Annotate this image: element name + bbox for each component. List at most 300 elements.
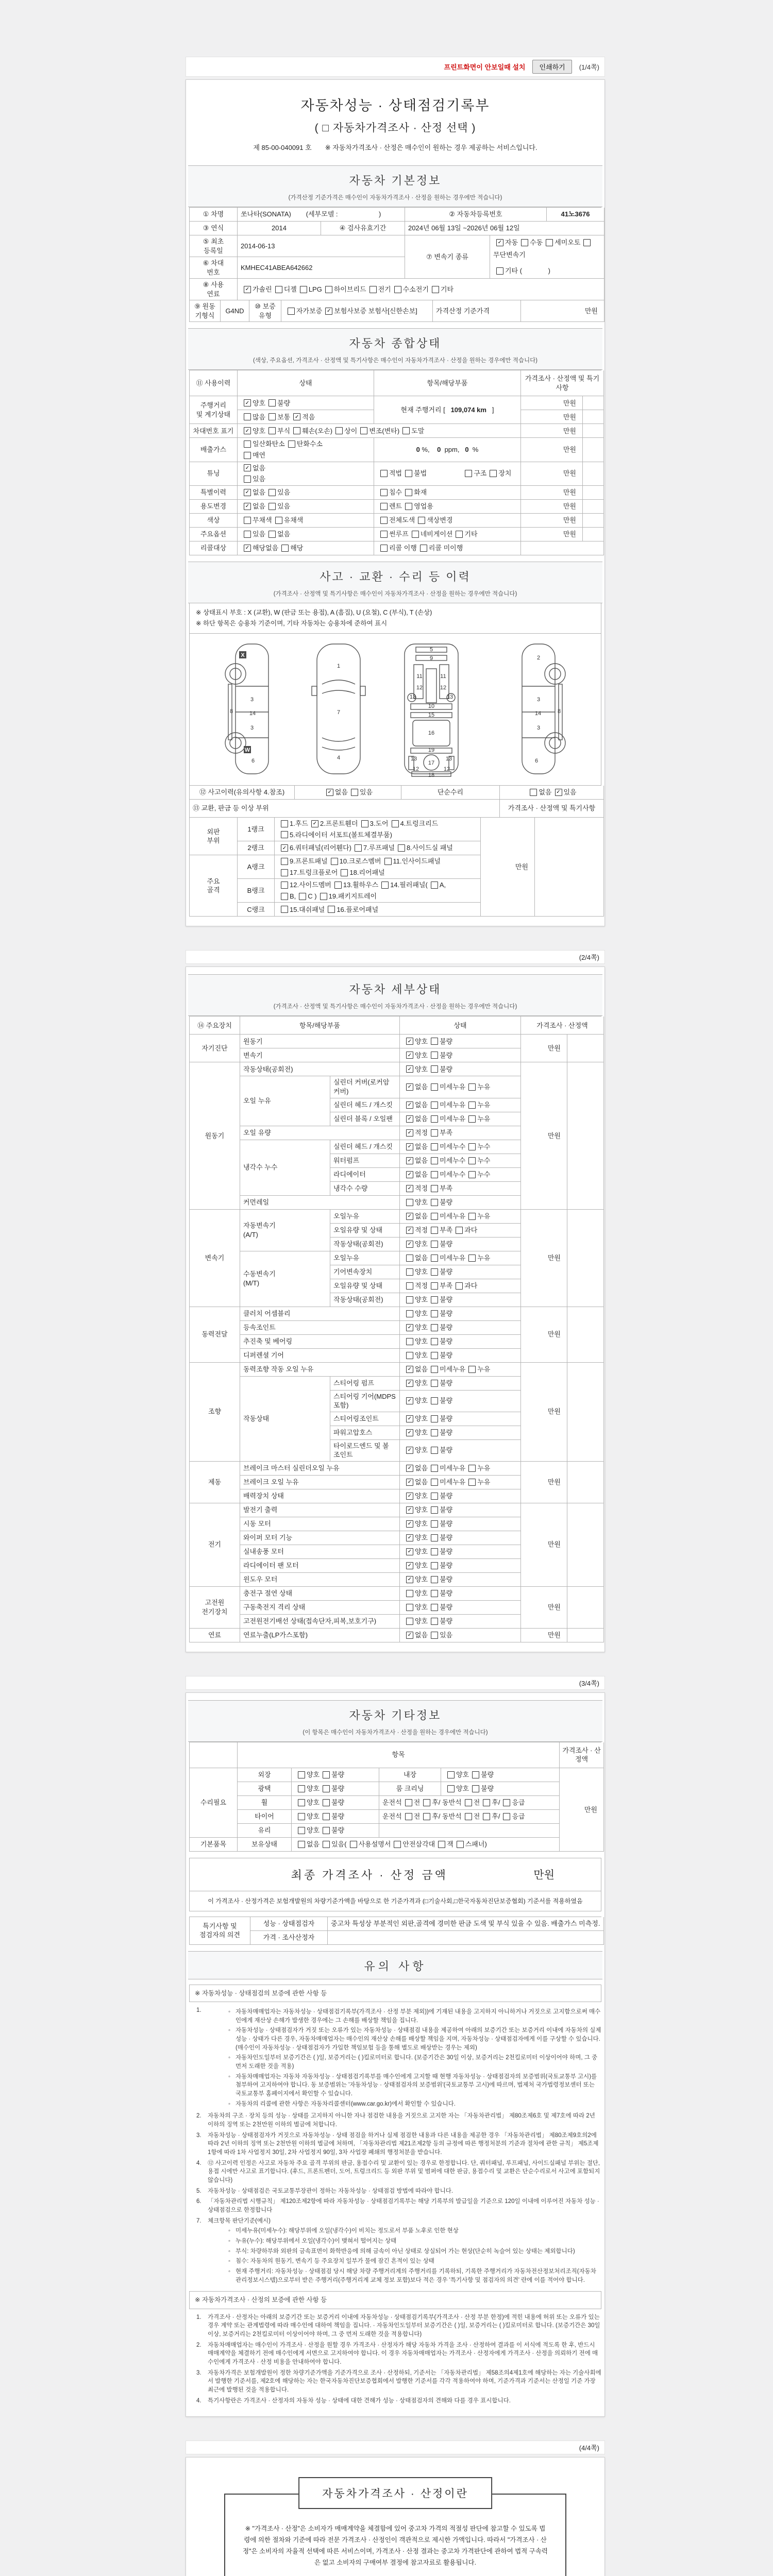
checkbox-checked[interactable] [406,1115,413,1123]
table-cell [238,396,374,410]
checkbox-unchecked[interactable] [583,239,591,246]
checkbox-unchecked[interactable] [431,1520,438,1528]
checkbox-checked[interactable] [406,1493,413,1500]
checkbox-checked[interactable] [244,464,251,471]
checkbox-unchecked[interactable] [431,1534,438,1541]
checkbox-unchecked[interactable] [406,1352,413,1359]
checkbox-checked[interactable] [406,1506,413,1514]
checkbox-unchecked[interactable] [244,440,251,448]
checkbox-unchecked[interactable] [490,470,497,477]
value-text: 0 [465,446,469,454]
checkbox-unchecked[interactable] [431,1115,438,1123]
checkbox-unchecked[interactable] [431,1366,438,1373]
checkbox-checked[interactable] [496,239,503,246]
checkbox-unchecked[interactable] [468,1101,476,1109]
document-notice: ※ 자동차가격조사 · 산정은 매수인이 원하는 경우 제공하는 서비스입니다. [325,144,537,151]
checkbox-unchecked[interactable] [423,1813,430,1820]
checkbox-checked[interactable] [406,1576,413,1583]
caution-legal-text [189,1985,601,2405]
checkbox-unchecked[interactable] [298,1771,305,1778]
checkbox-unchecked[interactable] [355,844,362,852]
checkbox-unchecked[interactable] [394,286,401,293]
checkbox-unchecked[interactable] [406,1282,413,1290]
checkbox-unchecked[interactable] [431,1380,438,1387]
checkbox-checked[interactable] [406,1520,413,1528]
checkbox-unchecked[interactable] [281,882,288,889]
cell-text: 조향 [208,1408,222,1416]
checkbox-checked[interactable] [293,413,300,420]
checkbox-unchecked[interactable] [431,1185,438,1192]
checkbox-unchecked[interactable] [431,1157,438,1164]
table-cell [292,1824,379,1838]
checkbox-unchecked[interactable] [456,1227,463,1234]
checkbox-unchecked[interactable] [406,1199,413,1206]
panel-number-label: 14 [534,710,542,717]
checkbox-label: 미세누유 [440,1365,466,1373]
checkbox-unchecked[interactable] [323,1813,330,1820]
checkbox-unchecked[interactable] [472,1771,479,1778]
checkbox-unchecked[interactable] [457,1841,464,1848]
checkbox-label: 전 [473,1812,480,1821]
checkbox-unchecked[interactable] [431,1241,438,1248]
checkbox-unchecked[interactable] [244,517,251,524]
cell-text: 제동 [208,1478,222,1486]
checkbox-unchecked[interactable] [268,489,276,496]
checkbox-unchecked[interactable] [431,1548,438,1555]
checkbox-checked[interactable] [406,1052,413,1059]
checkbox-checked[interactable] [406,1534,413,1541]
checkbox-unchecked[interactable] [468,1366,476,1373]
legal-item [196,2112,601,2129]
checkbox-label: 미세누유 [440,1478,466,1486]
checkbox-unchecked[interactable] [431,1429,438,1436]
checkbox-label: 양호 [307,1812,320,1821]
checkbox-unchecked[interactable] [331,858,338,865]
checkbox-checked[interactable] [406,1213,413,1220]
checkbox-checked[interactable] [406,1632,413,1639]
table-cell [238,486,374,500]
cell-text: 타이로드엔드 및 볼 조인트 [333,1442,391,1459]
table-cell [374,462,521,486]
checkbox-unchecked[interactable] [431,1590,438,1597]
cell-text: 브레이크 마스터 실린더오일 누유 [243,1464,340,1472]
checkbox-checked[interactable] [555,789,562,796]
checkbox-unchecked[interactable] [431,1052,438,1059]
checkbox-label: 장치 [498,469,512,478]
checkbox-unchecked[interactable] [431,1576,438,1583]
checkbox-unchecked[interactable] [406,1604,413,1611]
checkbox-unchecked[interactable] [447,1785,455,1792]
column-header-cell [521,370,604,396]
checkbox-unchecked[interactable] [431,1493,438,1500]
checkbox-unchecked[interactable] [468,1255,476,1262]
checkbox-unchecked[interactable] [431,1083,438,1091]
checkbox-unchecked[interactable] [402,427,410,434]
checkbox-label: 13.휠하우스 [343,881,379,889]
checkbox-unchecked[interactable] [503,1799,510,1806]
checkbox-unchecked[interactable] [281,820,288,827]
checkbox-label: 훼손(오손) [302,427,333,435]
checkbox-unchecked[interactable] [380,545,388,552]
checkbox-checked[interactable] [406,1241,413,1248]
checkbox-checked[interactable] [406,1415,413,1422]
checkbox-unchecked[interactable] [431,1101,438,1109]
checkbox-checked[interactable] [406,1479,413,1486]
checkbox-unchecked[interactable] [298,1785,305,1792]
checkbox-checked[interactable] [406,1143,413,1150]
legal-item [196,2159,601,2185]
checkbox-label: 누수 [477,1142,491,1150]
checkbox-checked[interactable] [406,1562,413,1569]
table-cell [521,1503,567,1587]
checkbox-unchecked[interactable] [298,1813,305,1820]
cell-text: 라디에이터 [333,1170,366,1178]
checkbox-unchecked[interactable] [431,1479,438,1486]
checkbox-unchecked[interactable] [530,789,537,796]
checkbox-label: 불량 [440,1323,453,1331]
vehicle-damage-diagram-box [189,634,601,786]
checkbox-label: 응급 [512,1799,525,1807]
checkbox-unchecked[interactable] [431,1143,438,1150]
checkbox-unchecked[interactable] [268,427,276,434]
checkbox-unchecked[interactable] [468,1465,476,1472]
legal-item-number: 3. [196,2132,201,2139]
table-cell [441,1768,560,1782]
checkbox-unchecked[interactable] [281,869,288,876]
value-text: 109,074 km [450,406,486,414]
checkbox-checked[interactable] [406,1083,413,1091]
legal-item-text: 가격조사 · 산정자는 아래의 보증기간 또는 보증거리 이내에 자동차성능 · 상태점검기록부(가격조사 · 산정 부분 한정)에 적힌 내용에 허위 또는 오류가 있는 경우 계약 또는 관계법령에 따라 매수인에 대하여 책임을 집니다. · 자동차인도일부터 보증기간은 ( )일, 보증거리는 ( )킬로미터로 합니다. (보증기간은 30일 이상, 보증거리는 2천킬로미터 이상이어야 하며, 그 중 먼저 도래한 것을 적용합니다) [208,2314,600,2337]
cell-text: 스티어링조인트 [333,1414,379,1422]
checkbox-unchecked[interactable] [423,1799,430,1806]
document-title: 자동차성능 · 상태점검기록부 [300,98,490,113]
checkbox-label: 일산화탄소 [253,440,285,448]
checkbox-unchecked[interactable] [465,470,472,477]
checkbox-checked[interactable] [311,820,318,827]
checkbox-unchecked[interactable] [406,1255,413,1262]
checkbox-unchecked[interactable] [406,1268,413,1276]
checkbox-checked[interactable] [244,286,251,293]
cell-text: 특기사항 및 점검자의 의견 [199,1922,240,1939]
checkbox-checked[interactable] [406,1171,413,1178]
checkbox-checked[interactable] [406,1185,413,1192]
table-cell [190,541,238,555]
table-cell [567,1503,604,1587]
checkbox-unchecked[interactable] [360,427,367,434]
checkbox-unchecked[interactable] [369,286,377,293]
print-button[interactable]: 인쇄하기 [532,60,572,74]
table-cell [400,1615,521,1629]
checkbox-label: 가솔린 [253,285,272,293]
table-cell [374,528,521,541]
checkbox-checked[interactable] [406,1447,413,1454]
checkbox-unchecked[interactable] [431,1324,438,1331]
checkbox-unchecked[interactable] [281,893,288,900]
cell-text: 튜닝 [207,469,220,478]
checkbox-unchecked[interactable] [431,1255,438,1262]
checkbox-checked[interactable] [244,399,251,406]
checkbox-unchecked[interactable] [334,882,342,889]
table-cell [240,1349,400,1363]
checkbox-checked[interactable] [406,1129,413,1137]
checkbox-checked[interactable] [326,789,333,796]
checkbox-unchecked[interactable] [275,286,282,293]
checkbox-unchecked[interactable] [465,1813,472,1820]
checkbox-unchecked[interactable] [299,893,306,900]
checkbox-unchecked[interactable] [405,489,412,496]
cell-text: 디퍼렌셜 기어 [243,1351,284,1359]
cell-text: 구동축전지 격리 상태 [243,1603,306,1611]
checkbox-unchecked[interactable] [394,1841,401,1848]
table-cell [240,1335,400,1349]
checkbox-unchecked[interactable] [431,1397,438,1404]
checkbox-unchecked[interactable] [496,267,503,275]
checkbox-unchecked[interactable] [431,882,438,889]
checkbox-checked[interactable] [244,503,251,510]
checkbox-unchecked[interactable] [268,531,276,538]
checkbox-unchecked[interactable] [244,531,251,538]
checkbox-checked[interactable] [406,1366,413,1373]
checkbox-unchecked[interactable] [432,286,439,293]
checkbox-label: 양호 [415,1309,428,1317]
checkbox-checked[interactable] [406,1548,413,1555]
checkbox-unchecked[interactable] [392,820,399,827]
checkbox-unchecked[interactable] [405,1799,412,1806]
checkbox-unchecked[interactable] [431,1213,438,1220]
legal-item [196,2217,601,2286]
checkbox-unchecked[interactable] [431,1038,438,1045]
cell-text: 룸 크리닝 [396,1785,424,1793]
checkbox-label: 렌트 [389,502,402,510]
checkbox-unchecked[interactable] [431,1352,438,1359]
checkbox-unchecked[interactable] [431,1447,438,1454]
cell-text: 광택 [258,1785,271,1793]
checkbox-unchecked[interactable] [431,1632,438,1639]
table-cell [400,1293,521,1307]
table-cell [190,1768,238,1838]
checkbox-label: 양호 [307,1826,320,1835]
checkbox-unchecked[interactable] [468,1479,476,1486]
checkbox-unchecked[interactable] [293,427,300,434]
checkbox-unchecked[interactable] [298,1841,305,1848]
table-cell [240,1251,330,1307]
cell-text: ⑥ 차대 번호 [203,259,224,276]
checkbox-unchecked[interactable] [465,1799,472,1806]
checkbox-checked[interactable] [406,1465,413,1472]
checkbox-checked[interactable] [244,427,251,434]
checkbox-unchecked[interactable] [288,308,295,315]
checkbox-unchecked[interactable] [405,470,412,477]
checkbox-checked[interactable] [406,1038,413,1045]
checkbox-unchecked[interactable] [406,1590,413,1597]
checkbox-checked[interactable] [406,1227,413,1234]
checkbox-unchecked[interactable] [380,517,388,524]
table-cell [400,1238,521,1251]
checkbox-checked[interactable] [406,1065,413,1073]
checkbox-unchecked[interactable] [380,470,388,477]
checkbox-unchecked[interactable] [472,1785,479,1792]
checkbox-unchecked[interactable] [244,476,251,483]
checkbox-unchecked[interactable] [323,1827,330,1834]
table-cell [240,1476,400,1489]
checkbox-unchecked[interactable] [431,1338,438,1345]
checkbox-unchecked[interactable] [380,489,388,496]
checkbox-unchecked[interactable] [406,1338,413,1345]
checkbox-unchecked[interactable] [431,1199,438,1206]
checkbox-checked[interactable] [406,1101,413,1109]
checkbox-unchecked[interactable] [431,1506,438,1514]
checkbox-checked[interactable] [406,1397,413,1404]
checkbox-unchecked[interactable] [281,545,289,552]
checkbox-unchecked[interactable] [468,1143,476,1150]
checkbox-unchecked[interactable] [438,1841,445,1848]
checkbox-unchecked[interactable] [268,503,276,510]
print-install-hint-link[interactable]: 프린트화면이 안보일때 설치 [444,63,526,71]
checkbox-unchecked[interactable] [298,1827,305,1834]
checkbox-label: 부식 [277,427,291,435]
checkbox-unchecked[interactable] [431,1465,438,1472]
table-cell [400,1307,521,1321]
checkbox-unchecked[interactable] [405,1813,412,1820]
checkbox-unchecked[interactable] [361,820,368,827]
checkbox-unchecked[interactable] [431,1171,438,1178]
cell-text: 원동기 [243,1037,263,1045]
checkbox-unchecked[interactable] [323,1799,330,1806]
checkbox-unchecked[interactable] [405,503,412,510]
checkbox-checked[interactable] [406,1429,413,1436]
table-cell [238,1768,292,1782]
checkbox-unchecked[interactable] [281,858,288,865]
checkbox-unchecked[interactable] [546,239,553,246]
checkbox-unchecked[interactable] [431,1296,438,1303]
checkbox-unchecked[interactable] [320,893,327,900]
checkbox-unchecked[interactable] [431,1282,438,1290]
column-header-cell [240,1016,400,1035]
table-cell [238,879,275,903]
checkbox-label: 12.사이드멤버 [290,881,331,889]
checkbox-unchecked[interactable] [483,1813,490,1820]
checkbox-unchecked[interactable] [380,531,388,538]
checkbox-label: 보험사보증 보험사[신한손보] [334,307,417,315]
page-marker-1: (1/4쪽) [579,63,599,71]
checkbox-unchecked[interactable] [431,1268,438,1276]
checkbox-unchecked[interactable] [323,1785,330,1792]
checkbox-unchecked[interactable] [483,1799,490,1806]
table-cell [295,786,401,800]
checkbox-checked[interactable] [406,1380,413,1387]
checkbox-unchecked[interactable] [406,1310,413,1317]
legal-item [196,2131,601,2157]
checkbox-unchecked[interactable] [381,882,389,889]
checkbox-unchecked[interactable] [456,1282,463,1290]
checkbox-unchecked[interactable] [398,844,405,852]
checkbox-unchecked[interactable] [503,1813,510,1820]
text: ( [344,1840,347,1849]
checkbox-unchecked[interactable] [406,1618,413,1625]
checkbox-unchecked[interactable] [468,1171,476,1178]
checkbox-unchecked[interactable] [431,1415,438,1422]
checkbox-unchecked[interactable] [268,413,276,420]
checkbox-label: 불량 [481,1771,494,1779]
checkbox-unchecked[interactable] [431,1310,438,1317]
panel-number-label: 8 [557,708,561,715]
checkbox-unchecked[interactable] [275,517,282,524]
checkbox-unchecked[interactable] [335,427,343,434]
checkbox-unchecked[interactable] [468,1157,476,1164]
checkbox-label: 썬루프 [389,530,409,538]
checkbox-unchecked[interactable] [468,1115,476,1123]
table-cell [238,410,374,424]
checkbox-checked[interactable] [406,1324,413,1331]
checkbox-unchecked[interactable] [268,399,276,406]
checkbox-unchecked[interactable] [420,545,427,552]
table-cell [400,1168,521,1182]
checkbox-unchecked[interactable] [281,831,288,838]
checkbox-unchecked[interactable] [431,1065,438,1073]
checkbox-unchecked[interactable] [468,1083,476,1091]
table-cell [481,818,535,917]
checkbox-checked[interactable] [244,489,251,496]
checkbox-checked[interactable] [406,1157,413,1164]
checkbox-unchecked[interactable] [431,1227,438,1234]
checkbox-unchecked[interactable] [447,1771,455,1778]
checkbox-unchecked[interactable] [384,858,392,865]
checkbox-unchecked[interactable] [380,503,388,510]
table-cell [400,1035,521,1048]
checkbox-unchecked[interactable] [350,1841,357,1848]
checkbox-unchecked[interactable] [281,906,288,913]
checkbox-unchecked[interactable] [412,531,419,538]
checkbox-checked[interactable] [244,545,251,552]
checkbox-unchecked[interactable] [431,1604,438,1611]
checkbox-unchecked[interactable] [406,1296,413,1303]
checkbox-checked[interactable] [325,308,332,315]
checkbox-unchecked[interactable] [431,1129,438,1137]
checkbox-unchecked[interactable] [325,286,332,293]
checkbox-unchecked[interactable] [341,869,348,876]
checkbox-unchecked[interactable] [298,1799,305,1806]
checkbox-unchecked[interactable] [431,1562,438,1569]
checkbox-unchecked[interactable] [468,1213,476,1220]
checkbox-unchecked[interactable] [431,1618,438,1625]
checkbox-unchecked[interactable] [244,452,251,459]
table-cell [521,514,583,528]
final-price-note: 이 가격조사 · 산정가격은 보험개발원의 차량기준가액을 바탕으로 한 기준가격과 (□기술사회,□한국자동차진단보증협회) 기준서를 적용하였음 [189,1891,601,1911]
checkbox-checked[interactable] [281,844,288,852]
checkbox-unchecked[interactable] [288,440,295,448]
cell-text: A랭크 [247,863,265,871]
checkbox-unchecked[interactable] [244,413,251,420]
checkbox-unchecked[interactable] [328,906,335,913]
checkbox-unchecked[interactable] [323,1841,330,1848]
accident-legend-notes [189,603,601,634]
cell-text: 발전기 출력 [243,1505,278,1514]
checkbox-label: 불법 [414,469,427,478]
checkbox-unchecked[interactable] [456,531,463,538]
cell-text: 가격조사 · 산정액 [536,1021,588,1029]
checkbox-unchecked[interactable] [323,1771,330,1778]
table-cell [238,1782,292,1796]
checkbox-label: 불량 [440,1051,453,1059]
checkbox-unchecked[interactable] [351,789,358,796]
checkbox-unchecked[interactable] [418,517,425,524]
cell-text: 브레이크 오일 누유 [243,1478,299,1486]
checkbox-unchecked[interactable] [521,239,528,246]
table-cell [583,462,604,486]
table-cell [500,786,604,800]
final-price-row [189,1858,601,1891]
checkbox-unchecked[interactable] [300,286,307,293]
